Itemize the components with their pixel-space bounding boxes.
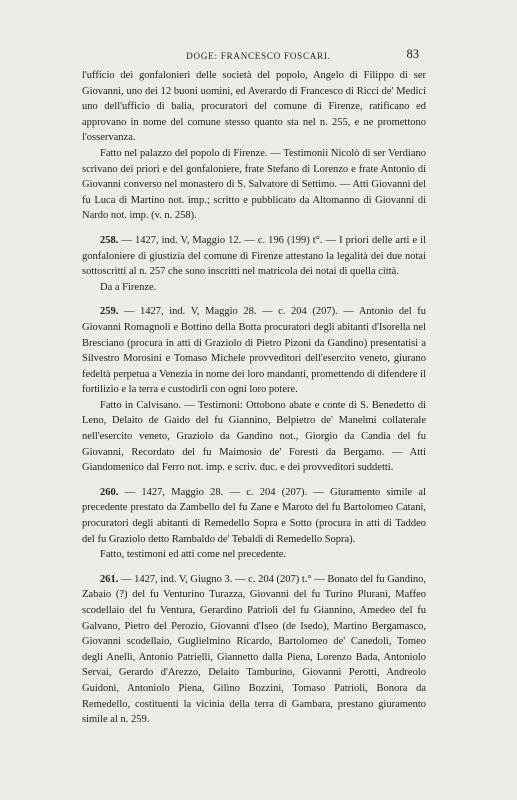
page-header — [0, 47, 517, 63]
entry-number: 258. — [100, 234, 119, 246]
entry-number: 259. — [100, 306, 119, 318]
entry-number: 261. — [100, 573, 119, 585]
paragraph: l'ufficio dei gonfalonieri delle società del popolo, Angelo di Filippo di ser Giovanni, uno dei 12 buoni uomini, ed Averardo di Francesco di Ricci de' Medici uno dell'ufficio di balia, procuratori del comune di Firenze, ratificano ed approvano in nome del comune stesso quanto sta nel n. 255, e ne promettono l'osservanza. — [82, 70, 426, 144]
paragraph: Fatto nel palazzo del popolo di Firenze. — Testimonii Nicolò di ser Verdiano scrivano dei priori e del gonfaloniere, frate Stefano di Lorenzo e frate Antonio di Giovanni converso nel monastero di S. Salvatore di Settimo. — Atti Giovanni del fu Luca di Martino not. imp.; scritto e pubblicato da Altomanno di Giovanni di Nardo not. imp. (v. n. 258). — [82, 147, 426, 222]
entry-261: 261. — 1427, ind. V, Giugno 3. — c. 204 (207) t.° — Bonato del fu Gandino, Zabaio (?) del fu Venturino Turazza, Giovanni del fu Turino Plurani, Maffeo scodellaio del fu Ventura, Gerardino Patrioli del fu Giannino, Amedeo del fu Galvano, Pietro del Perozio, Giovanni d'Iseo (de Isedo), Martino Bergamasco, Giovanni scodellaio, Guglielmino Ricardo, Bartolomeo de' Canedoli, Tomeo degli Anelli, Antonio Patrielli, Giannetto dalla Piena, Lorenzo Bada, Antoniolo Servai, Gerardo d'Arezzo, Delaito Tamburino, Giovanni Perotti, Andreolo Guidoni, Antoniolo Piena, Gilino Bozzini, Tomaso Patrioli, Bonora da Remedello, costituenti la vicinia della terra di Gambara, prestano giuramento simile al n. 259. — [82, 573, 426, 726]
running-head: DOGE: FRANCESCO FOSCARI. — [186, 51, 331, 61]
entry-259: 259. — 1427, ind. V, Maggio 28. — c. 204 (207). — Antonio del fu Giovanni Romagnoli e Bottino della Botta procuratori degli abitanti d'Isorella nel Bresciano (procura in atti di Graziolo di Pietro Pizoni da Gandino) presentatisi a Silvestro Morosini e Tomaso Michele provveditori dell'esercito veneto, giurano fedeltà perpetua a Venezia in nome dei loro mandanti, promettendo di difendere il fortilizio e la terra e custodirli con ogni loro potere. — [82, 306, 426, 396]
entry-260: 260. — 1427, Maggio 28. — c. 204 (207). — Giuramento simile al precedente prestato da Zambello del fu Zane e Maroto del fu Bartolomeo Catani, procuratori degli abitanti di Remedello Sopra e Sotto (procura in atti di Taddeo del fu Graziolo detto Rambaldo de' Tebaldi di Remedello Sopra). — [82, 486, 426, 545]
paragraph: Da a Firenze. — [100, 281, 157, 293]
entry-258: 258. — 1427, ind. V, Maggio 12. — c. 196 (199) t°. — I priori delle arti e il gonfaloniere di giustizia del comune di Firenze attestano la legalità dei due notai sottoscritti al n. 257 che sono inscritti nel matricola dei notai di quella città. — [82, 234, 426, 278]
paragraph: Fatto in Calvisano. — Testimoni: Ottobono abate e conte di S. Benedetto di Leno, Delaito de Gaido del fu Giannino, Belpietro de' Manelmi collaterale nell'esercito veneto, Graziolo da Gandino not., Giorgio da Candia del fu Giovanni, Recordato del fu Maimosio de' Foresti da Bergamo. — Atti Giandomenico dal Ferro not. imp. e scriv. duc. e dei provveditori suddetti. — [82, 399, 426, 474]
entry-number: 260. — [100, 486, 119, 498]
paragraph: Fatto, testimoni ed atti come nel precedente. — [100, 549, 287, 561]
body-text — [82, 68, 426, 728]
page-number: 83 — [406, 47, 419, 61]
